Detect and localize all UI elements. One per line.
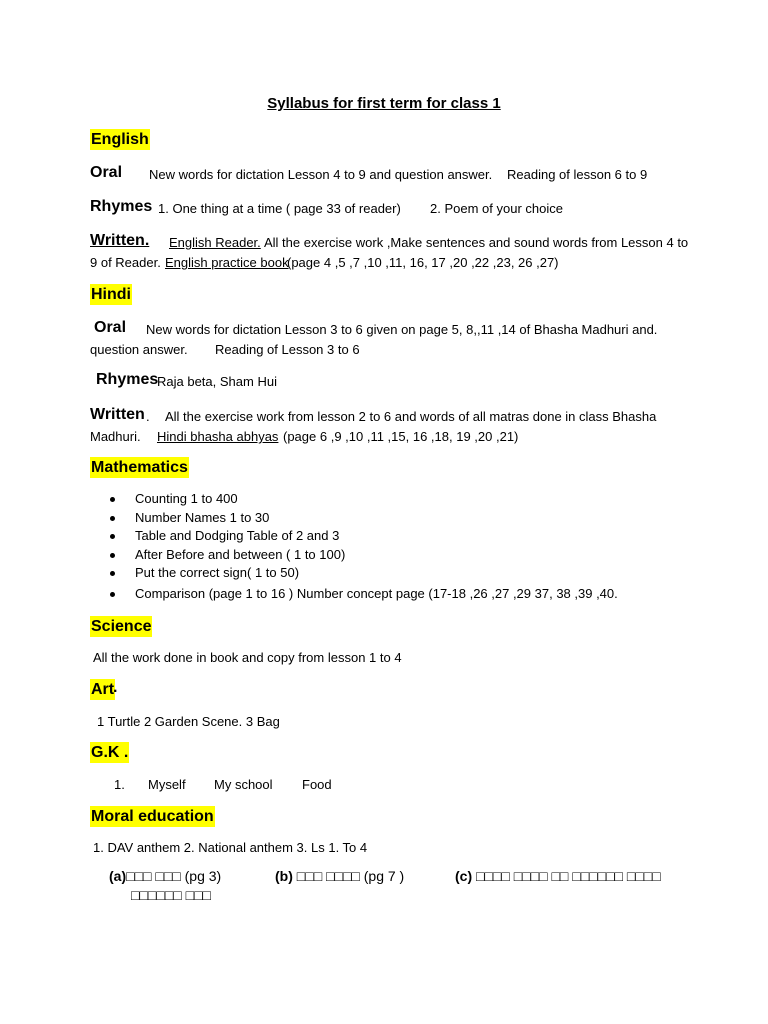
- english-heading: English: [91, 131, 149, 148]
- moral-item-a: (a)□□□ □□□ (pg 3): [109, 868, 222, 884]
- hindi-written-text: All the exercise work from lesson 2 to 6 and words of all matras done in class Bhasha: [165, 409, 657, 424]
- english-rhymes-item-1: 1. One thing at a time ( page 33 of reader): [158, 201, 401, 216]
- hindi-heading: Hindi: [91, 286, 131, 303]
- moral-item-c-continued: □□□□□□ □□□: [131, 887, 211, 903]
- science-heading: Science: [91, 618, 152, 635]
- hindi-rhymes-text: Raja beta, Sham Hui: [157, 374, 277, 389]
- list-item: After Before and between ( 1 to 100): [110, 546, 618, 565]
- gk-item-myself: Myself: [148, 777, 186, 792]
- hindi-oral-label: Oral: [94, 319, 127, 336]
- bullet-icon: [110, 553, 115, 558]
- gk-item-number: 1.: [114, 777, 125, 792]
- art-items: 1 Turtle 2 Garden Scene. 3 Bag: [97, 714, 280, 729]
- science-text: All the work done in book and copy from lesson 1 to 4: [93, 650, 402, 665]
- bullet-icon: [110, 534, 115, 539]
- english-written-label: Written.: [90, 232, 150, 249]
- english-oral-label: Oral: [90, 164, 123, 181]
- hindi-oral-text-2: question answer.: [90, 342, 188, 357]
- hindi-written-label: Written: [90, 406, 145, 423]
- list-item: Put the correct sign( 1 to 50): [110, 564, 618, 583]
- gk-item-food: Food: [302, 777, 332, 792]
- hindi-oral-text: New words for dictation Lesson 3 to 6 given on page 5, 8,,11 ,14 of Bhasha Madhuri and.: [146, 322, 658, 337]
- bullet-icon: [110, 497, 115, 502]
- moral-education-items: 1. DAV anthem 2. National anthem 3. Ls 1. To 4: [93, 840, 368, 855]
- english-written-text-2: 9 of Reader.: [90, 255, 161, 270]
- english-oral-reading: Reading of lesson 6 to 9: [507, 167, 648, 182]
- english-practice-book: English practice book: [165, 255, 289, 270]
- mathematics-topic-list: [110, 490, 618, 604]
- hindi-rhymes-label: Rhymes: [96, 371, 159, 388]
- moral-item-c: (c) □□□□ □□□□ □□ □□□□□□ □□□□: [455, 868, 661, 884]
- bullet-icon: [110, 592, 115, 597]
- hindi-oral-reading: Reading of Lesson 3 to 6: [215, 342, 360, 357]
- mathematics-heading: Mathematics: [91, 459, 188, 476]
- hindi-written-text-2: Madhuri.: [90, 429, 141, 444]
- english-rhymes-label: Rhymes: [90, 198, 153, 215]
- hindi-written-dot: .: [146, 409, 150, 424]
- moral-education-heading: Moral education: [91, 808, 214, 825]
- list-item: Table and Dodging Table of 2 and 3: [110, 527, 618, 546]
- list-item: Number Names 1 to 30: [110, 509, 618, 528]
- list-item: Counting 1 to 400: [110, 490, 618, 509]
- gk-heading: G.K .: [91, 744, 129, 761]
- art-heading-dot: .: [113, 679, 118, 696]
- bullet-icon: [110, 516, 115, 521]
- page-title: Syllabus for first term for class 1: [267, 95, 501, 112]
- art-heading: Art: [91, 681, 115, 698]
- english-oral-text: New words for dictation Lesson 4 to 9 and question answer.: [149, 167, 493, 182]
- bullet-icon: [110, 571, 115, 576]
- english-written-text: All the exercise work ,Make sentences and sound words from Lesson 4 to: [264, 235, 689, 250]
- moral-item-b: (b) □□□ □□□□ (pg 7 ): [275, 868, 405, 884]
- english-rhymes-item-2: 2. Poem of your choice: [430, 201, 563, 216]
- english-reader-book: English Reader.: [169, 235, 261, 250]
- list-item: Comparison (page 1 to 16 ) Number concept page (17-18 ,26 ,27 ,29 37, 38 ,39 ,40.: [110, 585, 618, 604]
- english-practice-pages: (page 4 ,5 ,7 ,10 ,11, 16, 17 ,20 ,22 ,23, 26 ,27): [287, 255, 559, 270]
- hindi-bhasha-abhyas-book: Hindi bhasha abhyas: [157, 429, 279, 444]
- gk-item-my-school: My school: [214, 777, 273, 792]
- hindi-written-pages: (page 6 ,9 ,10 ,11 ,15, 16 ,18, 19 ,20 ,21): [283, 429, 519, 444]
